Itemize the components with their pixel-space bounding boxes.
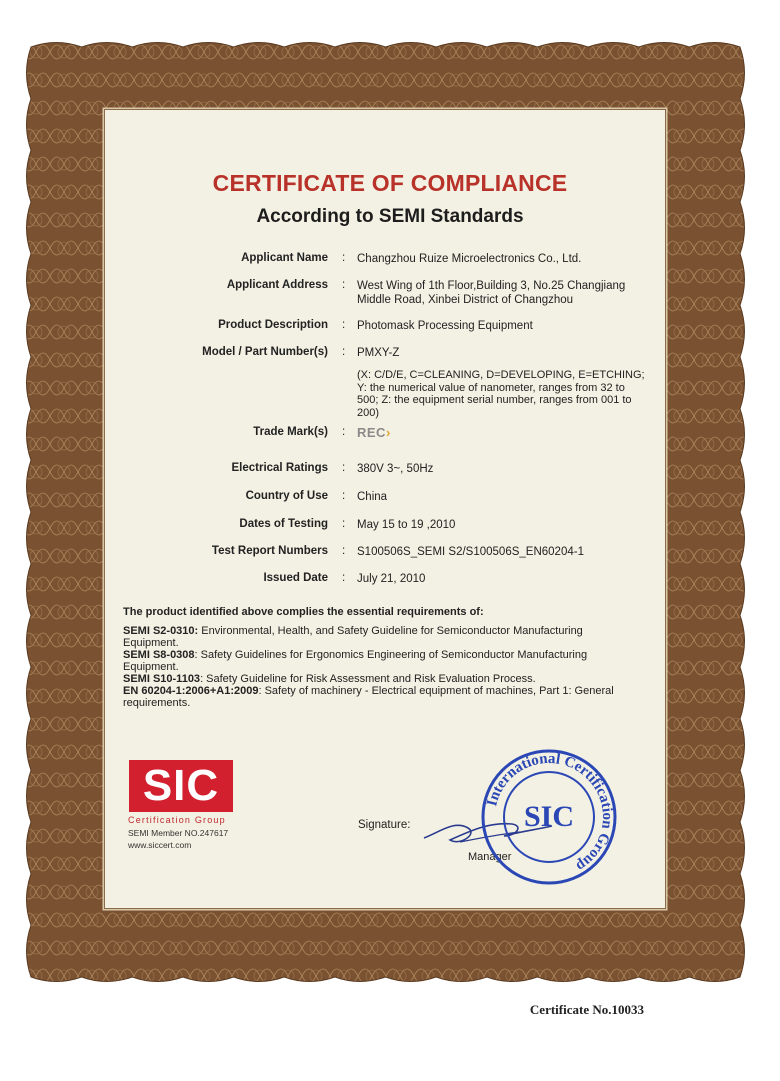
field-colon: : — [342, 346, 346, 358]
field-value: S100506S_SEMI S2/S100506S_EN60204-1 — [357, 546, 584, 558]
field-colon: : — [342, 426, 346, 438]
signature-label: Signature: — [358, 819, 411, 831]
field-colon: : — [342, 462, 346, 474]
certificate-subtitle: According to SEMI Standards — [256, 206, 524, 227]
field-label: Test Report Numbers — [211, 545, 328, 557]
field-label: Issued Date — [263, 572, 328, 584]
issuer-website: www.siccert.com — [128, 840, 192, 850]
field-value: PMXY-Z — [357, 347, 400, 359]
certificate-title: CERTIFICATE OF COMPLIANCE — [212, 170, 568, 196]
field-label: Dates of Testing — [239, 518, 328, 530]
trademark-mark-icon: › — [385, 425, 391, 440]
field-label: Country of Use — [245, 490, 328, 502]
requirements-section — [123, 606, 633, 709]
field-value: 380V 3~, 50Hz — [357, 463, 434, 475]
requirement-code: SEMI S2-0310: — [123, 625, 199, 637]
requirement-text: Environmental, Health, and Safety Guideline for Semiconductor Manufacturing Equipment. — [123, 625, 583, 649]
field-label: Applicant Address — [226, 279, 328, 291]
issuer-member-number: SEMI Member NO.247617 — [128, 828, 229, 838]
field-label: Trade Mark(s) — [253, 426, 328, 438]
field-colon: : — [342, 490, 346, 502]
trademark-logo: REC› — [357, 425, 391, 440]
field-colon: : — [342, 572, 346, 584]
requirement-code: EN 60204-1:2006+A1:2009 — [123, 685, 259, 697]
field-label: Electrical Ratings — [231, 462, 328, 474]
field-label: Applicant Name — [241, 252, 328, 264]
field-value: May 15 to 19 ,2010 — [357, 519, 456, 531]
official-stamp — [478, 746, 620, 888]
requirement-text: : Safety Guidelines for Ergonomics Engineering of Semiconductor Manufacturing Equipment. — [123, 649, 588, 673]
requirement-code: SEMI S10-1103 — [123, 673, 201, 685]
field-value: West Wing of 1th Floor,Building 3, No.25 Changjiang Middle Road, Xinbei District of Changzhou — [357, 280, 626, 306]
requirement-code: SEMI S8-0308 — [123, 649, 195, 661]
field-value: China — [357, 491, 388, 503]
field-value: July 21, 2010 — [357, 573, 426, 585]
field-label: Model / Part Number(s) — [202, 346, 328, 358]
field-value: Photomask Processing Equipment — [357, 320, 533, 332]
field-colon: : — [342, 279, 346, 291]
requirement-item — [123, 625, 633, 649]
certificate-number: Certificate No.10033 — [529, 1002, 644, 1017]
field-label: Product Description — [218, 319, 328, 331]
requirement-text: : Safety of machinery - Electrical equipment of machines, Part 1: General requirements. — [123, 685, 614, 709]
field-colon: : — [342, 545, 346, 557]
field-value: Changzhou Ruize Microelectronics Co., Ltd. — [357, 253, 582, 265]
requirement-item — [123, 649, 633, 673]
field-colon: : — [342, 319, 346, 331]
requirement-item — [123, 685, 633, 709]
sic-logo: SIC — [129, 760, 233, 812]
model-note: (X: C/D/E, C=CLEANING, D=DEVELOPING, E=ETCHING; Y: the numerical value of nanometer, ranges from 32 to 500; Z: the equipment serial number, ranges from 001 to 200) — [357, 369, 645, 419]
field-colon: : — [342, 252, 346, 264]
manager-label: Manager — [468, 851, 512, 863]
stamp-ring-text: International Certification Group — [484, 750, 616, 875]
requirement-text: : Safety Guideline for Risk Assessment and Risk Evaluation Process. — [200, 673, 536, 685]
field-colon: : — [342, 518, 346, 530]
requirements-intro: The product identified above complies the essential requirements of: — [123, 606, 484, 618]
issuer-group: Certification Group — [128, 815, 226, 825]
requirement-item — [123, 673, 633, 685]
stamp-center-text: SIC — [523, 800, 575, 833]
